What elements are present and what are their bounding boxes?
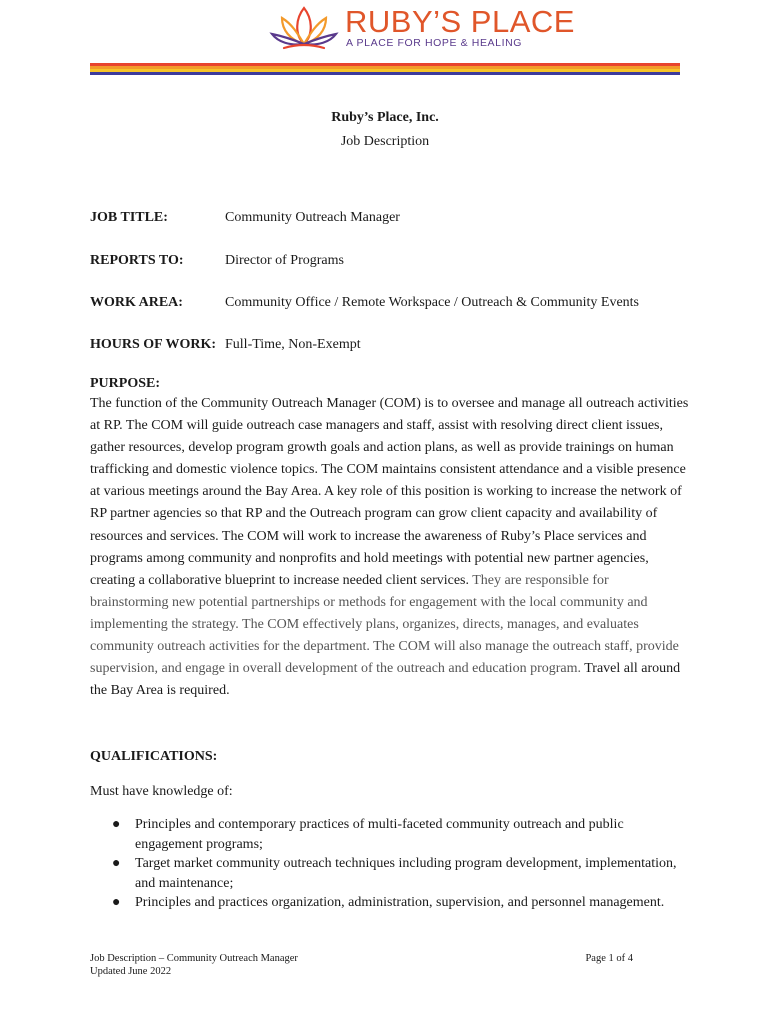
organization-name: Ruby’s Place, Inc. (331, 110, 439, 125)
field-value: Director of Programs (225, 253, 344, 268)
purpose-text-end: Travel all around the Bay Area is required. (90, 661, 681, 699)
field-work-area (90, 295, 639, 311)
logo-tagline: A PLACE FOR HOPE & HEALING (346, 37, 523, 49)
footer-updated: Updated June 2022 (90, 966, 172, 977)
list-item-text: Target market community outreach techniques including program development, implementation, and maintenance; (135, 856, 677, 891)
list-item (90, 893, 690, 913)
field-reports-to (90, 253, 344, 269)
bullet-icon: ● (112, 856, 121, 871)
header-color-bar (90, 63, 680, 75)
purpose-text-muted: They are responsible for brainstorming new potential partnerships or methods for engagement with the local community and implementing the strategy. The COM effectively plans, organizes, directs, manages, and evaluates community outreach activities for the department. The COM will also manage the outreach staff, provide supervision, and engage in overall development of the outreach and education program. (90, 572, 679, 677)
qualifications-heading: QUALIFICATIONS: (90, 749, 218, 764)
logo-name: RUBY’S PLACE (345, 4, 575, 39)
lotus-icon (268, 4, 340, 52)
qualifications-intro: Must have knowledge of: (90, 784, 233, 799)
bar-stripe-purple (90, 72, 680, 75)
list-item-text: Principles and practices organization, administration, supervision, and personnel management. (135, 895, 665, 910)
purpose-heading: PURPOSE: (90, 376, 160, 391)
qualifications-list (90, 815, 690, 913)
field-label: WORK AREA: (90, 295, 183, 310)
footer-page-number: Page 1 of 4 (585, 953, 633, 964)
list-item (90, 854, 690, 893)
field-job-title (90, 210, 400, 226)
bullet-icon: ● (112, 895, 121, 910)
bullet-icon: ● (112, 817, 121, 832)
field-label: REPORTS TO: (90, 253, 184, 268)
field-label: JOB TITLE: (90, 210, 168, 225)
field-label: HOURS OF WORK: (90, 337, 217, 352)
field-value: Full-Time, Non-Exempt (225, 337, 361, 352)
footer-doc-title: Job Description – Community Outreach Manager (90, 953, 298, 964)
field-value: Community Office / Remote Workspace / Outreach & Community Events (225, 295, 640, 310)
page-footer (90, 952, 635, 978)
purpose-paragraph (90, 393, 690, 702)
list-item (90, 815, 690, 854)
document-type: Job Description (340, 134, 430, 149)
field-hours-of-work (90, 337, 361, 353)
list-item-text: Principles and contemporary practices of multi-faceted community outreach and public engagement programs; (135, 817, 624, 852)
field-value: Community Outreach Manager (225, 210, 400, 225)
rubys-place-logo (268, 4, 575, 52)
purpose-text-main: The function of the Community Outreach Manager (COM) is to oversee and manage all outreach activities at RP. The COM will guide outreach case managers and staff, assist with resolving direct client issues, gather resources, develop program growth goals and action plans, as well as provide trainings on human trafficking and domestic violence topics. The COM maintains consistent attendance and a visible presence at various meetings around the Bay Area. A key role of this position is working to increase the network of RP partner agencies so that RP and the Outreach program can grow client capacity and availability of resources and services. The COM will work to increase the awareness of Ruby’s Place services and programs among community and nonprofits and hold meetings with potential new partner agencies, creating a collaborative blueprint to increase needed client services. (90, 396, 689, 588)
